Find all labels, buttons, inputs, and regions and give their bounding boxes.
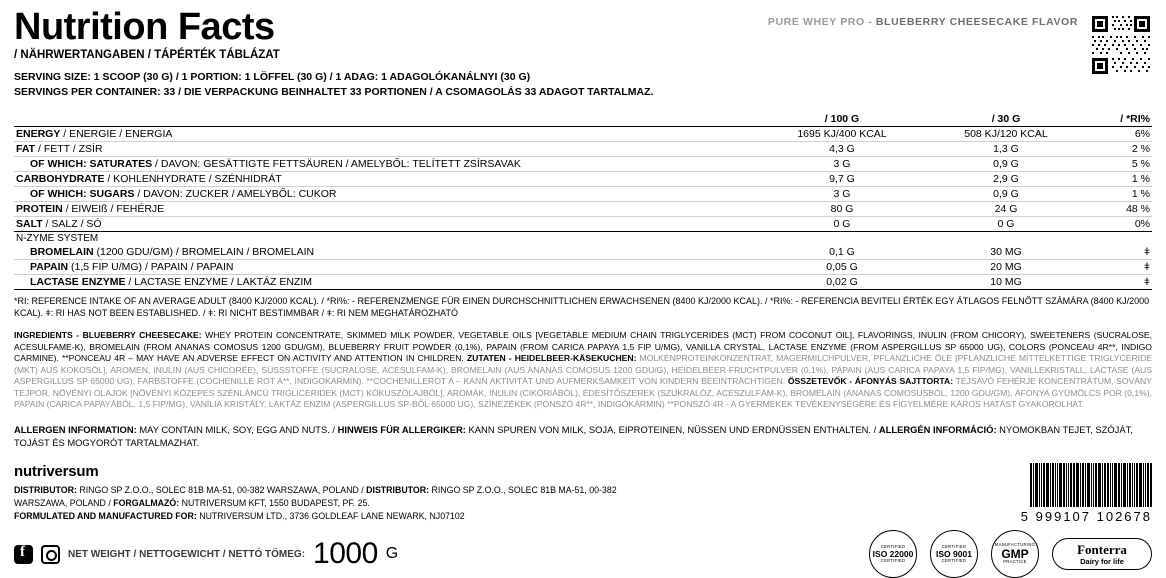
value-ri: ǂ — [1088, 275, 1152, 290]
ingredients-heading-en: INGREDIENTS - BLUEBERRY CHEESECAKE: — [14, 330, 202, 341]
net-weight-label: NET WEIGHT / NETTOGEWICHT / NETTÓ TÖMEG: — [68, 548, 306, 560]
value-per-100g: 4,3 G — [760, 142, 924, 157]
distributor-label-3: FORGALMAZÓ: — [113, 497, 180, 508]
table-row — [14, 202, 1152, 217]
nutrient-name-rest: / SALZ / SÓ — [42, 218, 102, 231]
nutrient-name — [14, 157, 760, 172]
qr-code-icon — [1090, 14, 1152, 76]
cert-bottom-text: CERTIFIED — [880, 557, 906, 563]
nutrient-name — [14, 187, 760, 202]
nutrient-name-main: OF WHICH: SATURATES — [30, 158, 153, 171]
manufactured-label: FORMULATED AND MANUFACTURED FOR: — [14, 510, 197, 521]
nutrient-name — [14, 245, 760, 260]
value-per-30g: 30 MG — [924, 245, 1088, 260]
nutrient-name-main: ENERGY — [16, 128, 61, 141]
nutrient-name-rest: / LACTASE ENZYME / LAKTÁZ ENZIM — [125, 276, 312, 289]
page-title: Nutrition Facts — [14, 6, 275, 48]
net-weight-value: 1000 — [313, 537, 378, 571]
value-per-30g: 0,9 G — [924, 157, 1088, 172]
value-per-30g: 1,3 G — [924, 142, 1088, 157]
cert-gmp-icon — [991, 530, 1039, 578]
value-per-100g: 0,02 G — [760, 275, 924, 290]
allergen-text-de: KANN SPUREN VON MILK, SOJA, EIPROTEINEN, NÜSSEN UND ERDNÜSSEN ENTHALTEN. / — [465, 423, 879, 435]
value-per-100g: 0 G — [760, 217, 924, 232]
allergen-text-hu: NYOMOKBAN TEJET, SZÓJÁT, TOJÁST ÉS MOGYORÓT TARTALMAZHAT. — [14, 423, 1133, 448]
allergen-heading-hu: ALLERGÉN INFORMÁCIÓ: — [878, 423, 997, 435]
instagram-icon[interactable] — [41, 545, 60, 564]
ingredients-heading-hu: ÖSSZETEVŐK - ÁFONYÁS SAJTTORTA: — [787, 376, 954, 387]
barcode-block — [1021, 463, 1152, 524]
table-row — [14, 127, 1152, 142]
nutrient-name-main: PROTEIN — [16, 203, 63, 216]
nutrient-name-main: BROMELAIN — [30, 246, 94, 259]
cert-top-text: CERTIFIED — [941, 544, 967, 550]
ingredients-text-hu: TEJSAVÓ FEHÉRJE KONCENTRÁTUM, SOVÁNY TEJPOR, NÖVÉNYI OLAJOK [NÖVÉNYI KÖZEPES SZÉNLÁNCÚ TRIGLICERIDEK (MCT) KÓKUSZOLAJBÓL], AROMÁK, INULIN (CIKÓRIÁBÓL), ÉDESÍTŐSZEREK (SZUKRALÓZ, ACESZULFÁM-K), BROMELAIN (ANANAS COMOSUSBÓL, 1200 GDU/GM), ÁFONYA GYÜMÖLCS POR (0,1%), PAPAIN (CARICA PAPAYÁBÓL, 1,5 FIP/MG), VANÍLIA KRISTÁLY, LAKTÁZ ENZIM (ASPERGILLUS SP-BŐL 65000 UG), SZÍNEZÉKEK (PONSZÓ 4R**, INDIGÓKÁRMIN) **PONSZÓ 4R - A GYERMEKEK TEVÉKENYSÉGÉRE ÉS FIGYELMÉRE KÁROS HATÁST GYAKOROLHAT. — [14, 376, 1152, 410]
value-ri: 1 % — [1088, 172, 1152, 187]
table-row — [14, 157, 1152, 172]
nutrient-name-rest: (1200 GDU/GM) / BROMELAIN / BROMELAIN — [93, 246, 315, 259]
allergen-paragraph — [14, 423, 1152, 449]
value-per-30g: 0 G — [924, 217, 1088, 232]
cert-top-text: CERTIFIED — [880, 544, 906, 550]
ingredients-heading-de: ZUTATEN - HEIDELBEER-KÄSEKUCHEN: — [466, 353, 637, 364]
barcode-image — [1021, 463, 1152, 507]
value-ri: ǂ — [1088, 260, 1152, 275]
title-block — [14, 8, 653, 100]
nutrient-name-main: LACTASE ENZYME — [30, 276, 126, 289]
manufacturer-info — [14, 510, 654, 523]
page-subtitle: / NÄHRWERTANGABEN / TÁPÉRTÉK TÁBLÁZAT — [14, 48, 280, 61]
nutrient-name-main: CARBOHYDRATE — [16, 173, 105, 186]
footer-left-block — [14, 463, 654, 522]
value-per-30g: 0,9 G — [924, 187, 1088, 202]
certification-group — [869, 530, 1152, 578]
cert-iso-22000-icon — [869, 530, 917, 578]
flavor-name: BLUEBERRY CHEESECAKE FLAVOR — [875, 16, 1078, 28]
fonterra-tagline: Dairy for life — [1080, 557, 1124, 567]
serving-size-line: SERVING SIZE: 1 SCOOP (30 G) / 1 PORTION: 1 LÖFFEL (30 G) / 1 ADAG: 1 ADAGOLÓKANÁLNYI (30 G) — [14, 70, 531, 83]
cert-iso-9001-icon — [930, 530, 978, 578]
distributor-label-2: DISTRIBUTOR: — [366, 485, 430, 496]
brand-logo: nutriversum — [14, 463, 99, 481]
table-row — [14, 260, 1152, 275]
distributor-value-1: RINGO SP Z.O.O., SOLEC 81B MA-51, 00-382 WARSZAWA, POLAND / — [76, 485, 367, 496]
table-row — [14, 275, 1152, 290]
nutrient-name — [14, 260, 760, 275]
table-row — [14, 245, 1152, 260]
bottom-left-group — [14, 539, 398, 569]
nutrient-name-main: SALT — [16, 218, 43, 231]
value-ri: 48 % — [1088, 202, 1152, 217]
nutrient-name — [14, 217, 760, 232]
label-footer — [14, 463, 1152, 524]
enzyme-section-header — [14, 232, 1152, 246]
nutrient-name-main: PAPAIN — [30, 261, 69, 274]
value-per-30g: 20 MG — [924, 260, 1088, 275]
value-ri: 1 % — [1088, 187, 1152, 202]
value-per-100g: 0,1 G — [760, 245, 924, 260]
value-per-100g: 3 G — [760, 157, 924, 172]
nutrient-name-rest: / KOHLENHYDRATE / SZÉNHIDRÁT — [104, 173, 282, 186]
net-weight-unit: G — [385, 545, 399, 563]
value-ri: 6% — [1088, 127, 1152, 142]
nutrient-name-main: OF WHICH: SUGARS — [30, 188, 135, 201]
nutrient-name — [14, 127, 760, 142]
col-header-ri: / *RI% — [1088, 112, 1152, 127]
value-per-100g: 1695 KJ/400 KCAL — [760, 127, 924, 142]
value-per-100g: 3 G — [760, 187, 924, 202]
allergen-heading-de: HINWEIS FÜR ALLERGIKER: — [337, 423, 466, 435]
fonterra-logo — [1052, 538, 1152, 570]
value-per-30g: 2,9 G — [924, 172, 1088, 187]
enzyme-section-title: N-ZYME SYSTEM — [16, 233, 99, 245]
value-per-30g: 10 MG — [924, 275, 1088, 290]
allergen-text-en: MAY CONTAIN MILK, SOY, EGG AND NUTS. / — [136, 423, 338, 435]
facebook-icon[interactable] — [14, 545, 33, 564]
value-ri: 0% — [1088, 217, 1152, 232]
cert-top-text: MANUFACTURING — [994, 542, 1036, 548]
ingredients-text-de: MOLKENPROTEINKONZENTRAT, MAGERMILCHPULVER, PFLANZLICHE ÖLE [PFLANZLICHE MITTELKETTIGE TRIGLYCERIDE (MKT) AUS KOKOSÖL], AROMEN, INULIN (AUS CHICORÉE), SÜSSSTOFFE (SUCRALOSE, ACESULFAM-K), BROMELAIN (AUS ANANAS COMOSUS 1200 GDU/G), HEIDELBEER-FRUCHTPULVER (0,1%), PAPAIN (AUS CARICA PAPAYA 1,5 FIP/MG), VANILLEKRISTALL, LACTASE (AUS ASPERGILLUS SP 65000 UG), FARBSTOFFE (COCHENILLE ROT A**, INDIGOKARMIN). **COCHENILLEROT A – KANN AKTIVITÄT UND AUFMERKSAMKEIT VON KINDERN BEEINTRÄCHTIGEN. — [14, 353, 1153, 387]
nutrient-name — [14, 275, 760, 290]
table-row — [14, 142, 1152, 157]
brand-flavor-text — [768, 14, 1078, 28]
nutrient-name-rest: (1,5 FIP U/MG) / PAPAIN / PAPAIN — [68, 261, 234, 274]
distributor-label-1: DISTRIBUTOR: — [14, 485, 77, 496]
manufactured-value: NUTRIVERSUM LTD., 3736 GOLDLEAF LANE NEWARK, NJ07102 — [196, 510, 465, 521]
distributor-value-3: NUTRIVERSUM KFT, 1550 BUDAPEST, PF. 25. — [179, 497, 370, 508]
bottom-bar — [14, 530, 1152, 578]
col-header-nutrient — [14, 112, 760, 127]
nutrition-table — [14, 112, 1152, 290]
value-ri: 2 % — [1088, 142, 1152, 157]
col-header-per-100g: / 100 G — [760, 112, 924, 127]
servings-per-container-line: SERVINGS PER CONTAINER: 33 / DIE VERPACKUNG BEINHALTET 33 PORTIONEN / A CSOMAGOLÁS 33 ADAGOT TARTALMAZ. — [14, 85, 654, 98]
allergen-heading-en: ALLERGEN INFORMATION: — [14, 423, 137, 435]
reference-intake-note: *RI: REFERENCE INTAKE OF AN AVERAGE ADULT (8400 KJ/2000 KCAL). / *RI%: - REFERENZMENGE FÜR EINEN DURCHSCHNITTLICHEN ERWACHSENEN (8400 KJ/2000 KCAL). / *RI%: - REFERENCIA BEVITELI ÉRTÉK EGY ÁTLAGOS FELNŐTT SZÁMÁRA (8400 KJ/2000 KCAL). ǂ: RI HAS NOT BEEN ESTABLISHED. / ǂ: RI NICHT BESTIMMBAR / ǂ: RI NEM MEGHATÁROZHATÓ — [14, 296, 1150, 319]
barcode-number: 5 999107 102678 — [1020, 509, 1152, 525]
fonterra-name: Fonterra — [1077, 542, 1127, 558]
table-row — [14, 217, 1152, 232]
nutrient-name-rest: / DAVON: GESÄTTIGTE FETTSÄUREN / AMELYBŐL: TELÍTETT ZSÍRSAVAK — [152, 158, 521, 171]
brand-name: PURE WHEY PRO — [767, 16, 865, 28]
ingredients-text-en: WHEY PROTEIN CONCENTRATE, SKIMMED MILK POWDER, VEGETABLE OILS [VEGETABLE MEDIUM CHAIN TRIGLYCERIDES (MCT) FROM COCONUT OIL], FLAVORINGS, INULIN (FROM CHICORY), SWEETENERS (SUCRALOSE, ACESULFAME-K), BROMELAIN (FROM ANANAS COMOSUS 1200 GDU/GM), BLUEBERRY FRUIT POWDER (0,1%), PAPAIN (FROM CARICA PAPAYA 1,5 FIP U/MG), VANILLA CRYSTAL, LACTASE ENZYME (FROM ASPERGILLUS SP 65000 UG), COLORS (PONCEAU 4R**, INDIGO CARMINE). **PONCEAU 4R – MAY HAVE AN ADVERSE EFFECT ON ACTIVITY AND ATTENTION IN CHILDREN. — [14, 330, 1152, 364]
distributor-info — [14, 484, 654, 510]
col-header-per-30g: / 30 G — [924, 112, 1088, 127]
value-ri: ǂ — [1088, 245, 1152, 260]
value-ri: 5 % — [1088, 157, 1152, 172]
brand-separator: - — [864, 16, 876, 28]
nutrient-name — [14, 172, 760, 187]
cert-bottom-text: PRACTICE — [1003, 559, 1027, 565]
table-row — [14, 172, 1152, 187]
nutrient-name-rest: / ENERGIE / ENERGIA — [60, 128, 173, 141]
label-header — [14, 8, 1152, 100]
nutrient-name-rest: / EIWEIß / FEHÉRJE — [62, 203, 165, 216]
cert-main-text: ISO 9001 — [936, 548, 972, 559]
table-row — [14, 187, 1152, 202]
nutrient-name — [14, 202, 760, 217]
nutrient-name-rest: / DAVON: ZUCKER / AMELYBŐL: CUKOR — [134, 188, 337, 201]
value-per-100g: 9,7 G — [760, 172, 924, 187]
value-per-100g: 0,05 G — [760, 260, 924, 275]
nutrient-name-rest: / FETT / ZSÍR — [35, 143, 103, 156]
cert-main-text: ISO 22000 — [872, 548, 914, 559]
value-per-100g: 80 G — [760, 202, 924, 217]
distributor-value-2: RINGO SP Z.O.O., SOLEC 81B MA-51, 00-382 WARSZAWA, POLAND / — [14, 485, 617, 508]
nutrient-name — [14, 142, 760, 157]
value-per-30g: 508 KJ/120 KCAL — [924, 127, 1088, 142]
nutrient-name-main: FAT — [16, 143, 36, 156]
value-per-30g: 24 G — [924, 202, 1088, 217]
table-header-row — [14, 112, 1152, 127]
brand-block — [768, 8, 1152, 76]
cert-main-text: GMP — [1001, 546, 1029, 561]
ingredients-paragraph — [14, 330, 1152, 411]
cert-bottom-text: CERTIFIED — [941, 557, 967, 563]
